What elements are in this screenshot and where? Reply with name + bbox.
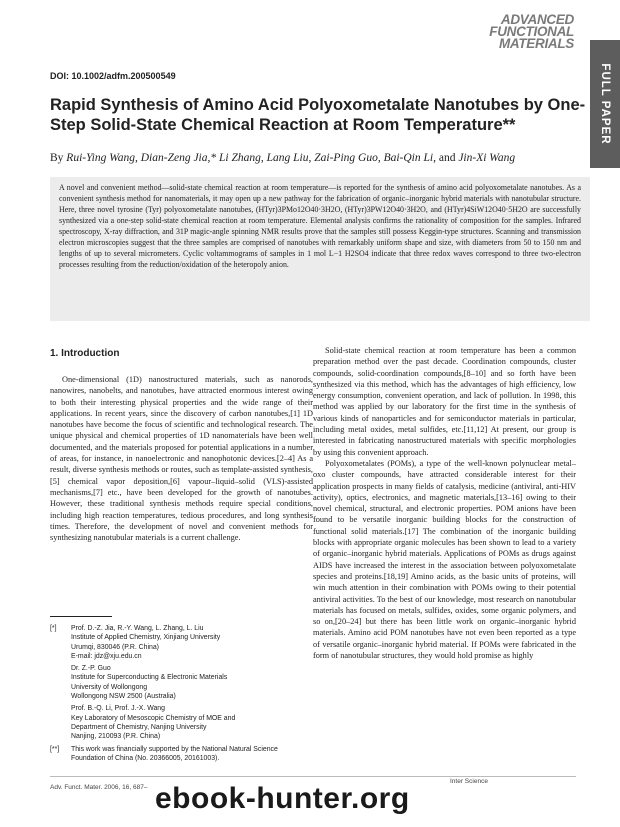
- author-name: Zai-Ping Guo: [314, 152, 378, 164]
- right-column: [313, 345, 576, 661]
- footnote-mark: [**]: [50, 745, 60, 753]
- footnote-line: Key Laboratory of Mesoscopic Chemistry of MOE and: [71, 714, 236, 722]
- journal-citation: Adv. Funct. Mater. 2006, 16, 687–: [50, 784, 148, 791]
- footer-divider: [50, 776, 576, 777]
- full-paper-tab: [590, 40, 620, 168]
- journal-logo: [468, 14, 574, 50]
- affiliation-footnote: [50, 624, 313, 742]
- author-name: Lang Liu: [266, 152, 309, 164]
- author-name: Jin-Xi Wang: [458, 152, 516, 164]
- footnote-line: Wollongong NSW 2500 (Australia): [71, 693, 176, 701]
- footnote-mark: [*]: [50, 625, 57, 632]
- footnote-line: Institute of Applied Chemistry, Xinjiang University: [71, 634, 221, 642]
- authors-prefix: By: [50, 152, 64, 164]
- footnote-line: Nanjing, 210093 (P.R. China): [71, 733, 161, 741]
- publisher-logo-text: Inter Science: [450, 778, 488, 785]
- body-paragraph: Solid-state chemical reaction at room temperature has been a common preparation method over the past decade. Coordination compounds, cluster compounds, solid-coordination compounds,[8–10] and so forth have been synthesized via this method, which has the advantages of high efficiency, low energy consumption, convenient operation, and lack of pollution. In 1998, this method was applied by our laboratory for the first time in the synthesis of various kinds of nanoparticles and for semiconductor materials in particular, including metal oxides, metal sulfides, etc.[11,12] At present, our group is interested in fabricating nanostructured materials with specific morphologies by using this convenient approach.: [313, 346, 576, 457]
- footnote-line: This work was financially supported by the National Natural Science: [71, 745, 278, 753]
- journal-name-line-1: ADVANCED: [500, 12, 574, 27]
- intro-paragraph: One-dimensional (1D) nanostructured materials, such as nanorods, nanowires, nanobelts, and nanotubes, have attracted enormous interest owing to both their interesting physical properties and the wide range of their applications. In recent years, since the discovery of carbon nanotubes,[1] 1D nanotubes have become the focus of scientific and technological research. The unique physical and chemical properties of 1D nanomaterials have been well documented, and the materials proposed for potential applications in a number of areas, for instance, in nanoelectronic and nanophotonic devices.[2–4] As a result, diverse synthesis methods or routes, such as template-assisted synthesis,[5] chemical vapor deposition,[6] vapour–liquid–solid (VLS)-assisted mechanisms,[7] etc., have been developed for the growth of nanotubes. However, these traditional synthesis methods require special conditions, including high reaction temperatures, tedious procedures, and long synthesis times. Therefore, the development of novel and convenient methods for synthesizing nanotubular materials is a current challenge.: [50, 375, 313, 543]
- funding-footnote: [50, 745, 313, 764]
- footnotes: [50, 624, 313, 763]
- author-line: By Rui-Ying Wang, Dian-Zeng Jia,* Li Zhang, Lang Liu, Zai-Ping Guo, Bai-Qin Li, and Jin-Xi Wang: [50, 152, 516, 164]
- full-paper-tab-label: FULL PAPER: [599, 63, 611, 145]
- body-paragraph: Polyoxometalates (POMs), a type of the well-known polynuclear metal–oxo cluster compounds, have attracted considerable interest for their application prospects in many fields of catalysis, medicine (antiviral, anti-HIV activity), optics, electronics, and magnetic materials,[13–16] owing to their novel chemical, structural, and electronic properties. POM anions have been found to be versatile inorganic building blocks for the construction of functional solid materials.[17] The combination of the inorganic building blocks with appropriate organic molecules has been shown to lead to a variety of organic–inorganic hybrid materials. Applications of POMs as drugs against AIDS have increased the interest in the association between polyoxometalate species and proteins.[18,19] Amino acids, as the basic units of proteins, will win much attention in their combination with POMs owing to their potential antiviral activities. To the best of our knowledge, most research on nanotubular materials has focused on metals, sulfides, oxides, some organic polymers, and so on,[20–24] but there has been little work on organic–inorganic hybrid materials. Amino acid POM nanotubes have not even been reported as a type of versatile organic–inorganic hybrid material. If POMs were fabricated in the form of nanotubular structures, they would hold promise as highly: [313, 458, 576, 661]
- article-title: Rapid Synthesis of Amino Acid Polyoxometalate Nanotubes by One-Step Solid-State Chemical Reaction at Room Temperature**: [50, 96, 586, 134]
- author-name: Li Zhang: [219, 152, 261, 164]
- doi: DOI: 10.1002/adfm.200500549: [50, 71, 176, 81]
- footnote-email: E-mail: jdz@xju.edu.cn: [71, 652, 142, 660]
- journal-name-line-2: FUNCTIONAL: [489, 24, 574, 39]
- author-name: Dian-Zeng Jia,*: [140, 152, 217, 164]
- footnote-divider: [50, 616, 112, 617]
- abstract: A novel and convenient method—solid-state chemical reaction at room temperature—is reported for the synthesis of amino acid polyoxometalate nanotubes. As a convenient synthesis method for nanomaterials, it may open up a new pathway for the fabrication of organic–inorganic hybrid materials with nanotubular structure. Here, three novel tyrosine (Tyr) polyoxometalate nanotubes, (HTyr)3PMo12O40·3H2O, (HTyr)3PW12O40·3H2O, and (HTyr)4SiW12O40·5H2O are successfully synthesized via a one-step solid-state chemical reaction at room temperature. Elemental analysis confirms the rationality of composition for the samples. Infrared spectroscopy, X-ray diffraction, and 31P magic-angle spinning NMR results prove that the samples still possess Keggin-type structures. Scanning and transmission electron microscopies suggest that the three samples are comprised of nanotubes with remarkably uniform shape and size, with diameters from 50 to 150 nm and lengths of up to several micrometers. Cyclic voltammograms of samples in 1 mol L−1 H2SO4 indicate that three redox waves correspond to three two-electron processes resulting from the reduction/oxidation of the heteropoly anion.: [50, 177, 590, 321]
- footnote-line: University of Wollongong: [71, 683, 148, 691]
- footnote-line: Urumqi, 830046 (P.R. China): [71, 643, 159, 651]
- footnote-line: Prof. D.-Z. Jia, R.-Y. Wang, L. Zhang, L. Liu: [71, 625, 204, 632]
- watermark-text: ebook-hunter.org: [155, 782, 410, 815]
- footnote-line: Foundation of China (No. 20366005, 20161003).: [71, 754, 220, 762]
- footnote-line: Prof. B.-Q. Li, Prof. J.-X. Wang: [71, 705, 165, 713]
- footnote-line: Department of Chemistry, Nanjing University: [71, 723, 207, 731]
- author-name: Rui-Ying Wang: [66, 152, 135, 164]
- journal-name-line-3: MATERIALS: [498, 36, 574, 51]
- author-name: Bai-Qin Li: [383, 152, 434, 164]
- left-column: [50, 374, 313, 543]
- section-heading-introduction: 1. Introduction: [50, 348, 120, 359]
- footnote-line: Institute for Superconducting & Electronic Materials: [71, 674, 228, 682]
- footnote-line: Dr. Z.-P. Guo: [71, 665, 111, 673]
